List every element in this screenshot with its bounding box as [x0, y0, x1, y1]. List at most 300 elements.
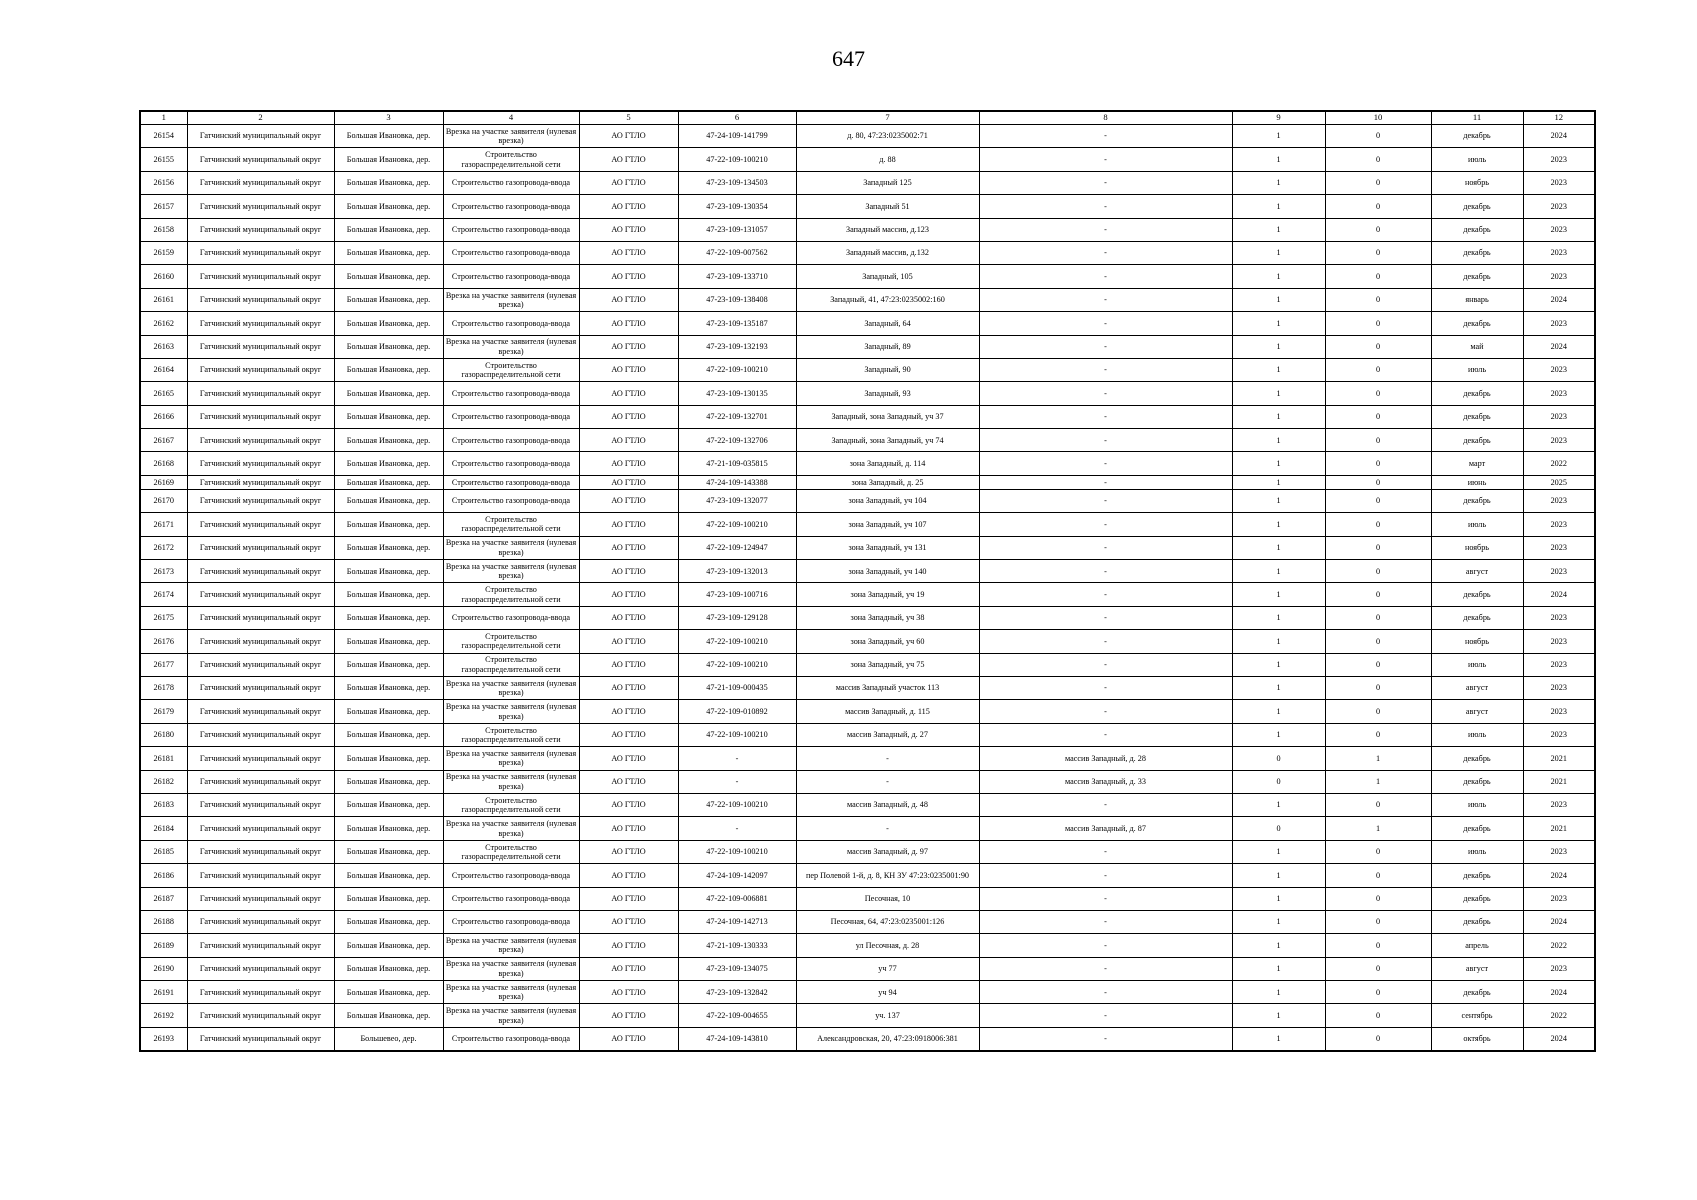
- cell-month: июль: [1431, 358, 1523, 381]
- cell-year: 2023: [1523, 489, 1595, 512]
- table-row: [140, 513, 1595, 536]
- cell-count-a: 1: [1232, 475, 1325, 489]
- cell-count-b: 0: [1325, 1004, 1431, 1027]
- cell-program-code: 47-22-109-132701: [678, 405, 796, 428]
- cell-year: 2024: [1523, 981, 1595, 1004]
- cell-month: июль: [1431, 653, 1523, 676]
- cell-organization: АО ГТЛО: [579, 910, 678, 933]
- cell-organization: АО ГТЛО: [579, 793, 678, 816]
- cell-program-code: 47-23-109-132077: [678, 489, 796, 512]
- table-row: [140, 887, 1595, 910]
- cell-count-a: 1: [1232, 910, 1325, 933]
- cell-year: 2023: [1523, 840, 1595, 863]
- table-row: [140, 125, 1595, 148]
- cell-settlement: Большая Ивановка, дер.: [334, 864, 443, 887]
- cell-organization: АО ГТЛО: [579, 653, 678, 676]
- table-row: [140, 148, 1595, 171]
- cell-count-a: 1: [1232, 513, 1325, 536]
- cell-settlement: Большая Ивановка, дер.: [334, 1004, 443, 1027]
- cell-row-number: 26174: [140, 583, 187, 606]
- table-row: [140, 265, 1595, 288]
- cell-address: д. 88: [796, 148, 979, 171]
- table-row: [140, 606, 1595, 629]
- cell-address: уч 77: [796, 957, 979, 980]
- cell-count-b: 0: [1325, 475, 1431, 489]
- cell-month: октябрь: [1431, 1027, 1523, 1051]
- cell-organization: АО ГТЛО: [579, 405, 678, 428]
- cell-alt-address: -: [979, 1004, 1232, 1027]
- cell-alt-address: -: [979, 536, 1232, 559]
- cell-count-a: 1: [1232, 452, 1325, 475]
- cell-year: 2023: [1523, 218, 1595, 241]
- cell-count-a: 1: [1232, 864, 1325, 887]
- cell-settlement: Большая Ивановка, дер.: [334, 429, 443, 452]
- cell-address: массив Западный, д. 97: [796, 840, 979, 863]
- cell-settlement: Большая Ивановка, дер.: [334, 723, 443, 746]
- cell-settlement: Большая Ивановка, дер.: [334, 148, 443, 171]
- table-row: [140, 489, 1595, 512]
- cell-district: Гатчинский муниципальный округ: [187, 148, 334, 171]
- cell-settlement: Большая Ивановка, дер.: [334, 218, 443, 241]
- cell-month: июль: [1431, 723, 1523, 746]
- cell-count-b: 0: [1325, 382, 1431, 405]
- cell-alt-address: -: [979, 312, 1232, 335]
- cell-row-number: 26163: [140, 335, 187, 358]
- cell-row-number: 26186: [140, 864, 187, 887]
- cell-organization: АО ГТЛО: [579, 218, 678, 241]
- cell-address: зона Западный, уч 104: [796, 489, 979, 512]
- cell-program-code: 47-22-109-100210: [678, 653, 796, 676]
- cell-work-type: Врезка на участке заявителя (нулевая врезка): [443, 560, 579, 583]
- cell-work-type: Строительство газопровода-ввода: [443, 452, 579, 475]
- cell-organization: АО ГТЛО: [579, 429, 678, 452]
- cell-month: декабрь: [1431, 489, 1523, 512]
- cell-row-number: 26192: [140, 1004, 187, 1027]
- cell-month: август: [1431, 700, 1523, 723]
- cell-count-b: 0: [1325, 910, 1431, 933]
- cell-count-a: 1: [1232, 218, 1325, 241]
- cell-district: Гатчинский муниципальный округ: [187, 475, 334, 489]
- cell-row-number: 26178: [140, 676, 187, 699]
- cell-month: декабрь: [1431, 747, 1523, 770]
- cell-count-a: 1: [1232, 934, 1325, 957]
- cell-address: пер Полевой 1-й, д. 8, КН ЗУ 47:23:0235001:90: [796, 864, 979, 887]
- cell-settlement: Большая Ивановка, дер.: [334, 475, 443, 489]
- cell-organization: АО ГТЛО: [579, 840, 678, 863]
- cell-count-b: 0: [1325, 265, 1431, 288]
- column-header: 3: [334, 111, 443, 125]
- cell-alt-address: -: [979, 606, 1232, 629]
- cell-settlement: Большая Ивановка, дер.: [334, 887, 443, 910]
- cell-year: 2021: [1523, 747, 1595, 770]
- cell-settlement: Большая Ивановка, дер.: [334, 358, 443, 381]
- cell-count-b: 0: [1325, 312, 1431, 335]
- cell-row-number: 26180: [140, 723, 187, 746]
- cell-district: Гатчинский муниципальный округ: [187, 864, 334, 887]
- cell-alt-address: -: [979, 957, 1232, 980]
- cell-district: Гатчинский муниципальный округ: [187, 335, 334, 358]
- cell-organization: АО ГТЛО: [579, 864, 678, 887]
- cell-settlement: Большая Ивановка, дер.: [334, 125, 443, 148]
- cell-year: 2023: [1523, 429, 1595, 452]
- cell-work-type: Строительство газораспределительной сети: [443, 723, 579, 746]
- cell-month: декабрь: [1431, 817, 1523, 840]
- cell-district: Гатчинский муниципальный округ: [187, 700, 334, 723]
- cell-alt-address: -: [979, 382, 1232, 405]
- cell-count-a: 1: [1232, 536, 1325, 559]
- cell-count-a: 1: [1232, 335, 1325, 358]
- cell-settlement: Большая Ивановка, дер.: [334, 981, 443, 1004]
- cell-address: Западный, 90: [796, 358, 979, 381]
- table-row: [140, 218, 1595, 241]
- cell-organization: АО ГТЛО: [579, 125, 678, 148]
- cell-count-b: 0: [1325, 1027, 1431, 1051]
- cell-district: Гатчинский муниципальный округ: [187, 125, 334, 148]
- table-row: [140, 676, 1595, 699]
- cell-alt-address: -: [979, 630, 1232, 653]
- cell-work-type: Строительство газораспределительной сети: [443, 840, 579, 863]
- cell-address: Западный 51: [796, 195, 979, 218]
- cell-work-type: Строительство газораспределительной сети: [443, 358, 579, 381]
- cell-work-type: Строительство газопровода-ввода: [443, 382, 579, 405]
- cell-program-code: 47-24-109-141799: [678, 125, 796, 148]
- cell-row-number: 26157: [140, 195, 187, 218]
- cell-organization: АО ГТЛО: [579, 195, 678, 218]
- table-row: [140, 405, 1595, 428]
- table-row: [140, 817, 1595, 840]
- cell-work-type: Врезка на участке заявителя (нулевая врезка): [443, 1004, 579, 1027]
- cell-alt-address: -: [979, 429, 1232, 452]
- cell-program-code: 47-21-109-000435: [678, 676, 796, 699]
- cell-month: декабрь: [1431, 241, 1523, 264]
- cell-work-type: Строительство газораспределительной сети: [443, 793, 579, 816]
- table-row: [140, 910, 1595, 933]
- cell-year: 2023: [1523, 887, 1595, 910]
- cell-program-code: 47-22-109-100210: [678, 148, 796, 171]
- cell-year: 2023: [1523, 536, 1595, 559]
- cell-organization: АО ГТЛО: [579, 700, 678, 723]
- cell-month: декабрь: [1431, 864, 1523, 887]
- cell-district: Гатчинский муниципальный округ: [187, 957, 334, 980]
- cell-program-code: 47-23-109-132842: [678, 981, 796, 1004]
- cell-organization: АО ГТЛО: [579, 358, 678, 381]
- cell-address: Западный, 105: [796, 265, 979, 288]
- cell-work-type: Строительство газопровода-ввода: [443, 1027, 579, 1051]
- cell-district: Гатчинский муниципальный округ: [187, 817, 334, 840]
- cell-count-a: 1: [1232, 429, 1325, 452]
- cell-settlement: Большая Ивановка, дер.: [334, 747, 443, 770]
- column-header: 11: [1431, 111, 1523, 125]
- cell-work-type: Строительство газораспределительной сети: [443, 653, 579, 676]
- cell-count-b: 0: [1325, 583, 1431, 606]
- cell-district: Гатчинский муниципальный округ: [187, 1027, 334, 1051]
- cell-row-number: 26193: [140, 1027, 187, 1051]
- cell-count-a: 1: [1232, 653, 1325, 676]
- table-row: [140, 452, 1595, 475]
- cell-program-code: 47-23-109-130135: [678, 382, 796, 405]
- cell-year: 2023: [1523, 793, 1595, 816]
- cell-year: 2023: [1523, 676, 1595, 699]
- cell-year: 2024: [1523, 583, 1595, 606]
- cell-month: январь: [1431, 288, 1523, 311]
- cell-count-a: 1: [1232, 265, 1325, 288]
- cell-district: Гатчинский муниципальный округ: [187, 653, 334, 676]
- cell-count-a: 1: [1232, 981, 1325, 1004]
- cell-work-type: Врезка на участке заявителя (нулевая врезка): [443, 934, 579, 957]
- table-row: [140, 288, 1595, 311]
- cell-organization: АО ГТЛО: [579, 312, 678, 335]
- cell-work-type: Врезка на участке заявителя (нулевая врезка): [443, 770, 579, 793]
- cell-month: июль: [1431, 513, 1523, 536]
- cell-row-number: 26184: [140, 817, 187, 840]
- cell-month: август: [1431, 957, 1523, 980]
- cell-count-a: 1: [1232, 1027, 1325, 1051]
- cell-program-code: 47-23-109-131057: [678, 218, 796, 241]
- cell-settlement: Большая Ивановка, дер.: [334, 653, 443, 676]
- cell-program-code: 47-23-109-129128: [678, 606, 796, 629]
- cell-year: 2023: [1523, 957, 1595, 980]
- cell-count-b: 0: [1325, 793, 1431, 816]
- cell-district: Гатчинский муниципальный округ: [187, 452, 334, 475]
- column-header: 5: [579, 111, 678, 125]
- cell-work-type: Врезка на участке заявителя (нулевая врезка): [443, 125, 579, 148]
- cell-address: уч 94: [796, 981, 979, 1004]
- cell-address: зона Западный, уч 19: [796, 583, 979, 606]
- cell-work-type: Врезка на участке заявителя (нулевая врезка): [443, 288, 579, 311]
- cell-district: Гатчинский муниципальный округ: [187, 840, 334, 863]
- cell-address: Западный, 89: [796, 335, 979, 358]
- cell-settlement: Большая Ивановка, дер.: [334, 241, 443, 264]
- cell-district: Гатчинский муниципальный округ: [187, 723, 334, 746]
- cell-year: 2025: [1523, 475, 1595, 489]
- cell-settlement: Большая Ивановка, дер.: [334, 817, 443, 840]
- cell-district: Гатчинский муниципальный округ: [187, 536, 334, 559]
- cell-program-code: 47-22-109-007562: [678, 241, 796, 264]
- cell-program-code: 47-23-109-132013: [678, 560, 796, 583]
- cell-work-type: Строительство газопровода-ввода: [443, 265, 579, 288]
- cell-address: Западный массив, д.132: [796, 241, 979, 264]
- table-row: [140, 335, 1595, 358]
- cell-alt-address: -: [979, 513, 1232, 536]
- cell-row-number: 26181: [140, 747, 187, 770]
- cell-count-a: 1: [1232, 583, 1325, 606]
- cell-settlement: Большая Ивановка, дер.: [334, 793, 443, 816]
- table-row: [140, 981, 1595, 1004]
- table-row: [140, 957, 1595, 980]
- cell-work-type: Врезка на участке заявителя (нулевая врезка): [443, 676, 579, 699]
- cell-work-type: Врезка на участке заявителя (нулевая врезка): [443, 817, 579, 840]
- table-row: [140, 723, 1595, 746]
- cell-address: Песочная, 64, 47:23:0235001:126: [796, 910, 979, 933]
- cell-month: декабрь: [1431, 382, 1523, 405]
- cell-work-type: Врезка на участке заявителя (нулевая врезка): [443, 536, 579, 559]
- cell-alt-address: -: [979, 560, 1232, 583]
- cell-count-a: 1: [1232, 288, 1325, 311]
- cell-work-type: Строительство газораспределительной сети: [443, 630, 579, 653]
- cell-month: август: [1431, 560, 1523, 583]
- cell-settlement: Большая Ивановка, дер.: [334, 700, 443, 723]
- cell-work-type: Строительство газопровода-ввода: [443, 195, 579, 218]
- cell-alt-address: -: [979, 475, 1232, 489]
- cell-count-b: 0: [1325, 171, 1431, 194]
- table-row: [140, 1004, 1595, 1027]
- cell-alt-address: -: [979, 125, 1232, 148]
- cell-row-number: 26179: [140, 700, 187, 723]
- cell-month: декабрь: [1431, 195, 1523, 218]
- cell-year: 2021: [1523, 817, 1595, 840]
- cell-count-a: 1: [1232, 887, 1325, 910]
- cell-count-b: 0: [1325, 358, 1431, 381]
- cell-program-code: 47-23-109-134503: [678, 171, 796, 194]
- cell-address: Западный 125: [796, 171, 979, 194]
- cell-address: Александровская, 20, 47:23:0918006:381: [796, 1027, 979, 1051]
- cell-year: 2023: [1523, 560, 1595, 583]
- cell-count-a: 1: [1232, 148, 1325, 171]
- cell-count-a: 1: [1232, 630, 1325, 653]
- cell-row-number: 26159: [140, 241, 187, 264]
- table-row: [140, 312, 1595, 335]
- cell-address: -: [796, 747, 979, 770]
- cell-row-number: 26188: [140, 910, 187, 933]
- cell-address: зона Западный, д. 25: [796, 475, 979, 489]
- cell-month: апрель: [1431, 934, 1523, 957]
- cell-district: Гатчинский муниципальный округ: [187, 887, 334, 910]
- cell-district: Гатчинский муниципальный округ: [187, 513, 334, 536]
- cell-organization: АО ГТЛО: [579, 489, 678, 512]
- cell-district: Гатчинский муниципальный округ: [187, 312, 334, 335]
- cell-organization: АО ГТЛО: [579, 747, 678, 770]
- cell-address: массив Западный участок 113: [796, 676, 979, 699]
- cell-year: 2023: [1523, 700, 1595, 723]
- cell-count-b: 0: [1325, 700, 1431, 723]
- cell-settlement: Большая Ивановка, дер.: [334, 195, 443, 218]
- cell-count-b: 0: [1325, 864, 1431, 887]
- cell-count-b: 0: [1325, 335, 1431, 358]
- cell-year: 2024: [1523, 910, 1595, 933]
- cell-count-b: 0: [1325, 195, 1431, 218]
- cell-year: 2023: [1523, 606, 1595, 629]
- cell-address: -: [796, 817, 979, 840]
- cell-settlement: Большая Ивановка, дер.: [334, 452, 443, 475]
- cell-program-code: -: [678, 817, 796, 840]
- cell-district: Гатчинский муниципальный округ: [187, 560, 334, 583]
- table-row: [140, 700, 1595, 723]
- cell-work-type: Врезка на участке заявителя (нулевая врезка): [443, 335, 579, 358]
- cell-alt-address: -: [979, 452, 1232, 475]
- cell-settlement: Большая Ивановка, дер.: [334, 770, 443, 793]
- cell-settlement: Большая Ивановка, дер.: [334, 382, 443, 405]
- cell-row-number: 26183: [140, 793, 187, 816]
- cell-work-type: Строительство газопровода-ввода: [443, 171, 579, 194]
- cell-alt-address: -: [979, 653, 1232, 676]
- cell-row-number: 26158: [140, 218, 187, 241]
- cell-row-number: 26175: [140, 606, 187, 629]
- cell-row-number: 26177: [140, 653, 187, 676]
- cell-year: 2023: [1523, 265, 1595, 288]
- cell-alt-address: -: [979, 335, 1232, 358]
- cell-count-a: 1: [1232, 125, 1325, 148]
- table-row: [140, 195, 1595, 218]
- cell-count-a: 1: [1232, 700, 1325, 723]
- cell-district: Гатчинский муниципальный округ: [187, 793, 334, 816]
- register-table: [139, 110, 1596, 1052]
- cell-program-code: -: [678, 770, 796, 793]
- cell-year: 2023: [1523, 405, 1595, 428]
- cell-row-number: 26166: [140, 405, 187, 428]
- cell-address: Песочная, 10: [796, 887, 979, 910]
- cell-alt-address: массив Западный, д. 28: [979, 747, 1232, 770]
- cell-year: 2023: [1523, 148, 1595, 171]
- cell-work-type: Врезка на участке заявителя (нулевая врезка): [443, 747, 579, 770]
- cell-program-code: 47-23-109-130354: [678, 195, 796, 218]
- cell-month: июль: [1431, 793, 1523, 816]
- column-header: 4: [443, 111, 579, 125]
- cell-count-b: 0: [1325, 148, 1431, 171]
- cell-address: зона Западный, д. 114: [796, 452, 979, 475]
- cell-count-b: 0: [1325, 630, 1431, 653]
- column-header: 8: [979, 111, 1232, 125]
- cell-program-code: 47-23-109-135187: [678, 312, 796, 335]
- cell-row-number: 26189: [140, 934, 187, 957]
- cell-work-type: Строительство газопровода-ввода: [443, 910, 579, 933]
- cell-settlement: Большая Ивановка, дер.: [334, 335, 443, 358]
- cell-count-a: 0: [1232, 747, 1325, 770]
- table-row: [140, 475, 1595, 489]
- cell-organization: АО ГТЛО: [579, 536, 678, 559]
- cell-alt-address: -: [979, 910, 1232, 933]
- cell-district: Гатчинский муниципальный округ: [187, 583, 334, 606]
- cell-work-type: Врезка на участке заявителя (нулевая врезка): [443, 700, 579, 723]
- cell-program-code: 47-23-109-134075: [678, 957, 796, 980]
- cell-district: Гатчинский муниципальный округ: [187, 382, 334, 405]
- cell-district: Гатчинский муниципальный округ: [187, 1004, 334, 1027]
- cell-settlement: Большая Ивановка, дер.: [334, 957, 443, 980]
- cell-month: ноябрь: [1431, 171, 1523, 194]
- cell-count-b: 0: [1325, 723, 1431, 746]
- cell-district: Гатчинский муниципальный округ: [187, 747, 334, 770]
- cell-district: Гатчинский муниципальный округ: [187, 981, 334, 1004]
- cell-alt-address: -: [979, 864, 1232, 887]
- cell-count-b: 1: [1325, 817, 1431, 840]
- cell-work-type: Врезка на участке заявителя (нулевая врезка): [443, 981, 579, 1004]
- cell-district: Гатчинский муниципальный округ: [187, 770, 334, 793]
- cell-count-a: 1: [1232, 606, 1325, 629]
- cell-settlement: Большая Ивановка, дер.: [334, 583, 443, 606]
- cell-alt-address: -: [979, 405, 1232, 428]
- cell-organization: АО ГТЛО: [579, 288, 678, 311]
- table-row: [140, 630, 1595, 653]
- column-number-row: [140, 111, 1595, 125]
- cell-settlement: Большая Ивановка, дер.: [334, 513, 443, 536]
- cell-program-code: 47-22-109-004655: [678, 1004, 796, 1027]
- cell-count-b: 0: [1325, 676, 1431, 699]
- cell-count-a: 1: [1232, 312, 1325, 335]
- cell-year: 2023: [1523, 382, 1595, 405]
- cell-settlement: Большая Ивановка, дер.: [334, 405, 443, 428]
- cell-row-number: 26168: [140, 452, 187, 475]
- cell-organization: АО ГТЛО: [579, 1004, 678, 1027]
- cell-row-number: 26173: [140, 560, 187, 583]
- cell-work-type: Строительство газопровода-ввода: [443, 887, 579, 910]
- cell-count-a: 1: [1232, 1004, 1325, 1027]
- cell-row-number: 26161: [140, 288, 187, 311]
- cell-work-type: Строительство газопровода-ввода: [443, 218, 579, 241]
- cell-row-number: 26190: [140, 957, 187, 980]
- table-row: [140, 793, 1595, 816]
- cell-count-b: 0: [1325, 606, 1431, 629]
- cell-year: 2022: [1523, 934, 1595, 957]
- cell-row-number: 26169: [140, 475, 187, 489]
